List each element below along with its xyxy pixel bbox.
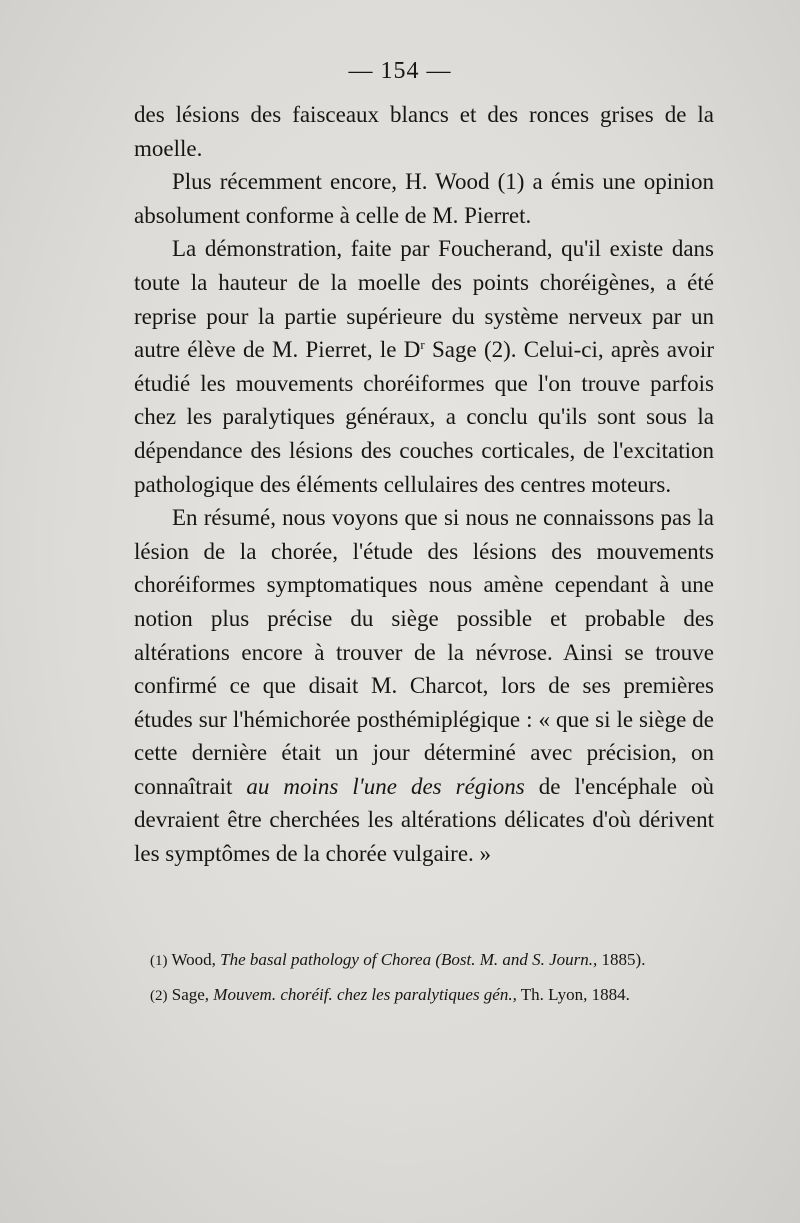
text-run: des lésions des faisceaux blancs et des ronces grises de la moelle.	[134, 102, 714, 161]
text-run: En résumé, nous voyons que si nous ne connaissons pas la lésion de la chorée, l'étude des lésions des mouvements choréiformes symptomatiques nous amène cependant à une notion plus précise du siège possible et probable des altérations encore à trouver de la névrose. Ainsi se trouve confirmé ce que disait M. Charcot, lors de ses premières études sur l'hémichorée posthémiplégique : « que si le siège de cette dernière était un jour déterminé avec précision, on connaîtrait	[134, 505, 714, 799]
paragraph	[134, 98, 714, 165]
paragraph	[134, 501, 714, 871]
text-run: Th. Lyon, 1884.	[516, 985, 630, 1004]
footnote-mark: (1)	[150, 953, 168, 969]
footnote	[134, 948, 714, 973]
text-run: Plus récemment encore, H. Wood (1) a émis une opinion absolument conforme à celle de M. Pierret.	[134, 169, 714, 228]
text-run: Wood,	[167, 950, 221, 969]
text-run: Sage (2). Celui-ci, après avoir étudié les mouvements choréiformes que l'on trouve parfois chez les paralytiques généraux, a conclu qu'ils sont sous la dépendance des lésions des couches corticales, de l'excitation pathologique des éléments cellulaires des centres moteurs.	[134, 337, 714, 497]
text-run: de l'encéphale où devraient être cherchées les altérations délicates d'où dérivent les symptômes de la chorée vulgaire. »	[134, 773, 714, 867]
italic-text: au moins l'une des régions	[246, 773, 525, 799]
text-run: 1885).	[597, 950, 646, 969]
page-number: — 154 —	[348, 58, 452, 84]
text-run: Sage,	[167, 985, 214, 1004]
footnote-mark: (2)	[150, 988, 168, 1004]
italic-text: Mouvem. choréif. chez les paralytiques gén.,	[213, 985, 517, 1004]
body-text	[134, 98, 714, 871]
superscript-text: r	[420, 337, 425, 353]
paragraph	[134, 165, 714, 232]
footnotes	[134, 948, 714, 1018]
footnote	[134, 983, 714, 1008]
text-run: La démonstration, faite par Foucherand, qu'il existe dans toute la hauteur de la moelle des points choréigènes, a été reprise pour la partie supérieure du système nerveux par un autre élève de M. Pierret, le D	[134, 236, 714, 363]
paragraph	[134, 232, 714, 501]
italic-text: The basal pathology of Chorea (Bost. M. and S. Journ.,	[220, 950, 598, 969]
